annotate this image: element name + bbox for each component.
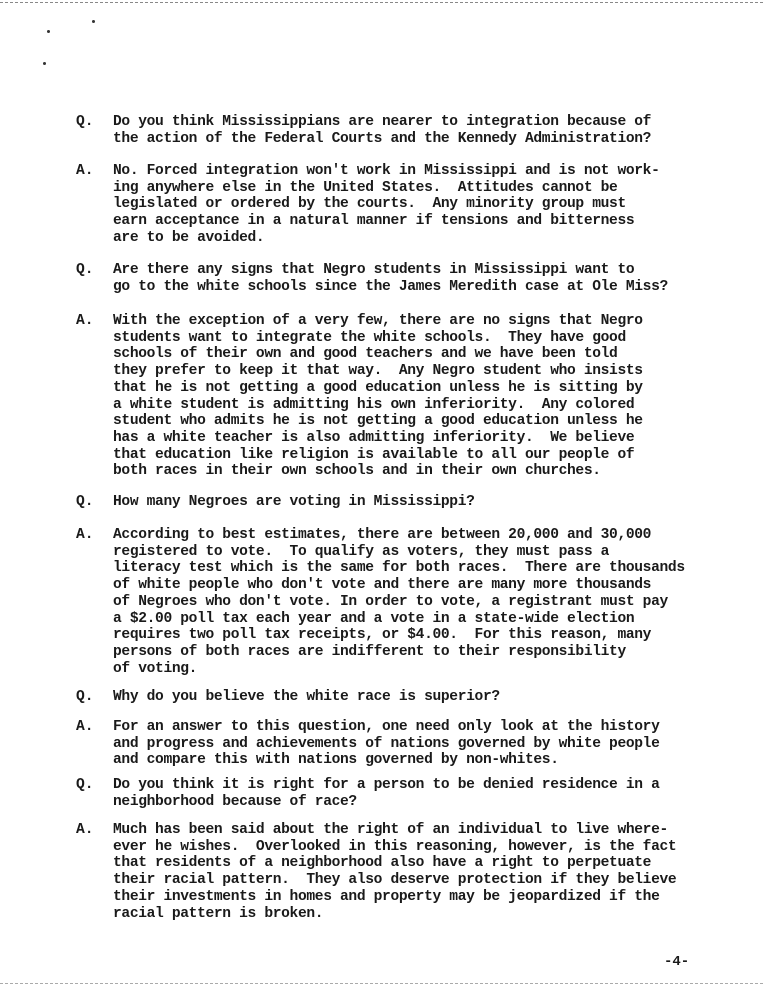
qa-question [76,262,736,295]
page-number: -4- [664,954,690,970]
qa-answer [76,527,736,677]
text-line: Do you think it is right for a person to be denied residence in a [113,777,660,793]
answer-text [113,313,736,480]
text-line: ing anywhere else in the United States. Attitudes cannot be [113,179,618,196]
text-line: legislated or ordered by the courts. Any minority group must [113,196,626,213]
answer-marker: A. [76,822,94,838]
qa-answer [76,163,736,247]
question-text [113,114,736,147]
qa-answer [76,822,736,922]
qa-question [76,689,736,706]
qa-answer [76,313,736,480]
text-line: With the exception of a very few, there are no signs that Negro [113,313,643,329]
text-line: According to best estimates, there are between 20,000 and 30,000 [113,527,652,543]
qa-answer [76,719,736,769]
text-line: student who admits he is not getting a good education unless he [113,413,643,430]
text-line: ever he wishes. Overlooked in this reasoning, however, is the fact [113,838,677,855]
question-text [113,262,736,295]
question-marker: Q. [76,262,94,278]
answer-text [113,719,736,769]
text-line: neighborhood because of race? [113,793,357,810]
text-line: they prefer to keep it that way. Any Negro student who insists [113,363,643,380]
question-text [113,689,736,706]
text-line: are to be avoided. [113,229,265,246]
text-line: racial pattern is broken. [113,905,324,922]
answer-marker: A. [76,719,94,735]
question-marker: Q. [76,114,94,130]
question-text [113,494,736,511]
text-line: has a white teacher is also admitting inferiority. We believe [113,429,635,446]
scan-speck [43,62,46,65]
qa-question [76,114,736,147]
text-line: their investments in homes and property may be jeopardized if the [113,888,660,905]
text-line: registered to vote. To qualify as voters, they must pass a [113,543,610,560]
text-line: requires two poll tax receipts, or $4.00. For this reason, many [113,627,652,644]
answer-marker: A. [76,527,94,543]
text-line: How many Negroes are voting in Mississippi? [113,494,475,510]
answer-text [113,527,736,677]
question-marker: Q. [76,494,94,510]
text-line: schools of their own and good teachers and we have been told [113,346,618,363]
answer-text [113,163,736,247]
question-marker: Q. [76,777,94,793]
text-line: Why do you believe the white race is superior? [113,689,500,705]
text-line: of white people who don't vote and there are many more thousands [113,577,652,594]
qa-question [76,777,736,810]
text-line: Are there any signs that Negro students in Mississippi want to [113,262,635,278]
answer-marker: A. [76,313,94,329]
text-line: For an answer to this question, one need only look at the history [113,719,660,735]
answer-marker: A. [76,163,94,179]
text-line: that he is not getting a good education unless he is sitting by [113,379,643,396]
text-line: the action of the Federal Courts and the Kennedy Administration? [113,130,652,147]
bottom-edge-rule [0,983,763,984]
text-line: that education like religion is available to all our people of [113,446,635,463]
text-line: Do you think Mississippians are nearer to integration because of [113,114,652,130]
text-line: and progress and achievements of nations governed by white people [113,735,660,752]
scan-speck [92,20,95,23]
text-line: and compare this with nations governed by non-whites. [113,752,559,769]
text-line: earn acceptance in a natural manner if tensions and bitterness [113,213,635,230]
top-edge-rule [0,2,763,3]
text-line: No. Forced integration won't work in Mississippi and is not work- [113,163,660,179]
text-line: a $2.00 poll tax each year and a vote in a state-wide election [113,610,635,627]
text-line: literacy test which is the same for both races. There are thousands [113,560,685,577]
answer-text [113,822,736,922]
text-line: of voting. [113,660,198,677]
text-line: a white student is admitting his own inferiority. Any colored [113,396,635,413]
text-line: Much has been said about the right of an individual to live where- [113,822,668,838]
text-line: that residents of a neighborhood also have a right to perpetuate [113,855,652,872]
text-line: of Negroes who don't vote. In order to vote, a registrant must pay [113,593,668,610]
scan-speck [47,30,50,33]
text-line: go to the white schools since the James Meredith case at Ole Miss? [113,278,668,295]
text-line: students want to integrate the white schools. They have good [113,329,626,346]
question-marker: Q. [76,689,94,705]
question-text [113,777,736,810]
text-line: both races in their own schools and in their own churches. [113,463,601,480]
qa-question [76,494,736,511]
text-line: their racial pattern. They also deserve protection if they believe [113,872,677,889]
text-line: persons of both races are indifferent to their responsibility [113,643,626,660]
